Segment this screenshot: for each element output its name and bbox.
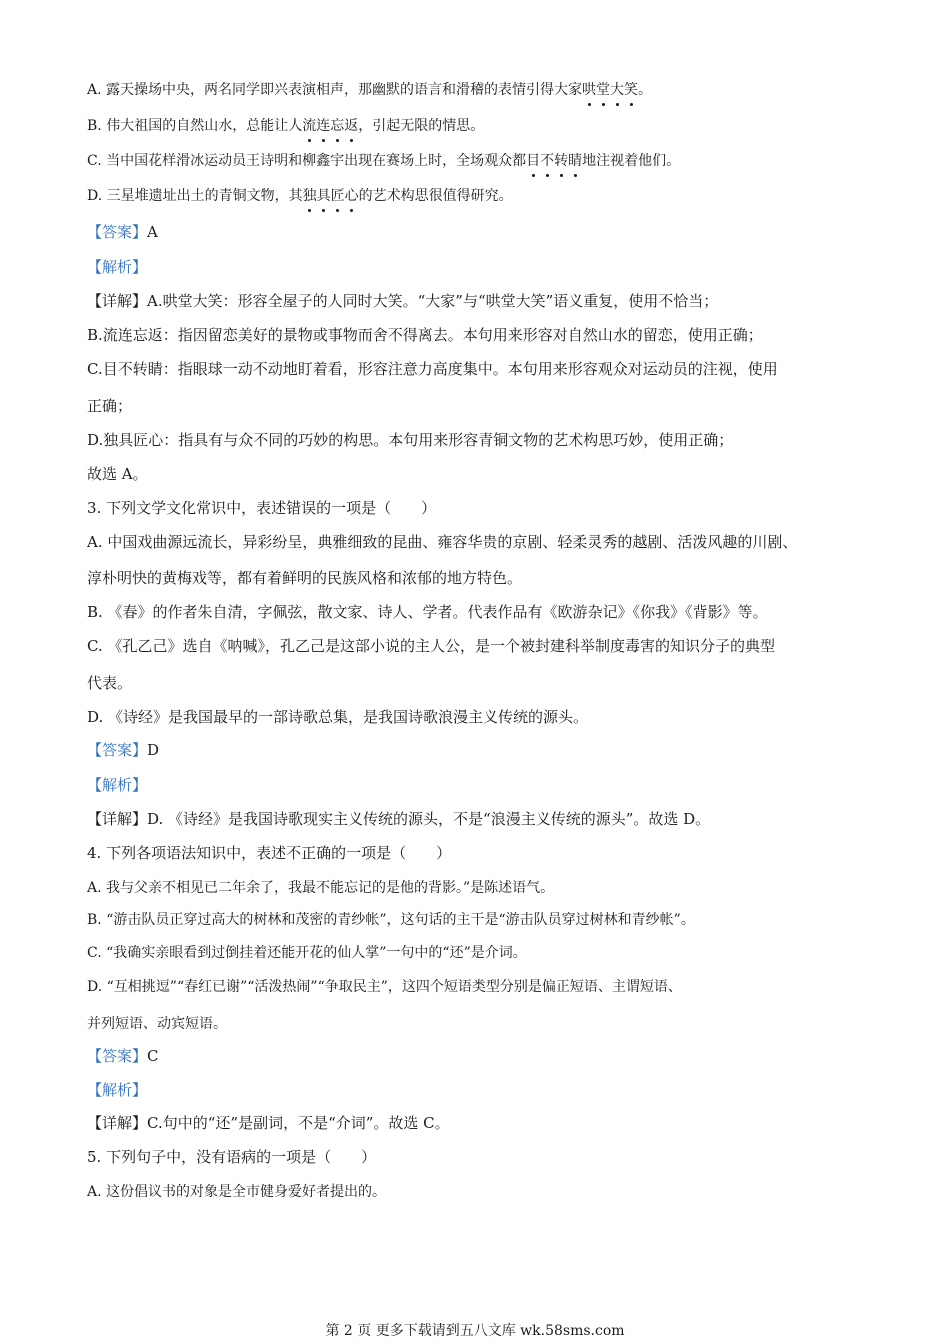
q4-stem: 4. 下列各项语法知识中，表述不正确的一项是（ ） [87, 844, 452, 862]
answer-value: D [147, 741, 160, 759]
q2-option-c [87, 151, 680, 171]
page-footer: 第 2 页 更多下载请到五八文库 wk.58sms.com [325, 1323, 625, 1339]
q2-analysis [87, 257, 147, 277]
emphasis-char: 流 [302, 118, 317, 134]
emphasis-char: 连 [316, 118, 331, 134]
answer-value: A [147, 223, 158, 241]
q4-detail [87, 1113, 450, 1133]
option-text: C. 当中国花样滑冰运动员王诗明和柳鑫宇出现在赛场上时，全场观众都 [87, 153, 527, 169]
emphasis-char: 哄 [582, 82, 597, 98]
emphasis-char: 独 [302, 188, 317, 204]
q4-option-line: D. “互相挑逗”“春红已谢”“活泼热闹”“争取民主”，这四个短语类型分别是偏正短语、主谓短语、 [87, 979, 682, 995]
detail-text: C.句中的“还”是副词，不是“介词”。故选 C。 [147, 1114, 450, 1132]
q3-analysis [87, 775, 147, 795]
q2-detail-line [87, 291, 718, 311]
q3-option-line: A. 中国戏曲源远流长，异彩纷呈，典雅细致的昆曲、雍容华贵的京剧、轻柔灵秀的越剧、活泼风趣的川剧、 [87, 533, 798, 551]
q3-option-line: C. 《孔乙己》选自《呐喊》，孔乙己是这部小说的主人公，是一个被封建科举制度毒害的知识分子的典型 [87, 637, 775, 655]
detail-tag: 【详解】 [87, 292, 148, 310]
emphasis-char: 目 [526, 153, 541, 169]
q4-answer [87, 1046, 159, 1066]
q4-option-line: 并列短语、动宾短语。 [87, 1016, 227, 1032]
option-text: 的艺术构思很值得研究。 [358, 188, 513, 204]
emphasis-idiom [302, 118, 358, 134]
q4-option-line: A. 我与父亲不相见已二年余了，我最不能忘记的是他的背影。”是陈述语气。 [87, 880, 555, 896]
detail-text: D. 《诗经》是我国诗歌现实主义传统的源头，不是“浪漫主义传统的源头”。故选 D。 [147, 810, 711, 828]
q2-detail-line: 故选 A。 [87, 465, 148, 483]
q2-detail-line: D.独具匠心：指具有与众不同的巧妙的构思。本句用来形容青铜文物的艺术构思巧妙，使用正确； [87, 431, 734, 449]
q5-option-line: A. 这份倡议书的对象是全市健身爱好者提出的。 [87, 1184, 387, 1200]
emphasis-char: 笑 [624, 82, 639, 98]
q3-option-line: B. 《春》的作者朱自清，字佩弦，散文家、诗人、学者。代表作品有《欧游杂记》《你我》《背影》等。 [87, 603, 768, 621]
emphasis-char: 心 [344, 188, 359, 204]
q4-option-line: C. “我确实亲眼看到过倒挂着还能开花的仙人掌”一句中的“还”是介词。 [87, 945, 527, 961]
detail-tag: 【详解】 [87, 1114, 148, 1132]
q3-option-line: 代表。 [87, 674, 133, 692]
detail-tag: 【详解】 [87, 810, 148, 828]
q2-detail-line: 正确； [87, 397, 133, 415]
analysis-tag: 【解析】 [87, 776, 148, 794]
q4-analysis [87, 1080, 147, 1100]
q3-option-line: D. 《诗经》是我国最早的一部诗歌总集，是我国诗歌浪漫主义传统的源头。 [87, 708, 589, 726]
emphasis-idiom [303, 188, 359, 204]
emphasis-char: 堂 [596, 82, 611, 98]
q3-option-line: 淳朴明快的黄梅戏等，都有着鲜明的民族风格和浓郁的地方特色。 [87, 569, 523, 587]
emphasis-char: 大 [610, 82, 625, 98]
emphasis-char: 匠 [330, 188, 345, 204]
q3-answer [87, 740, 159, 760]
option-text: ，引起无限的情思。 [358, 118, 485, 134]
emphasis-char: 不 [540, 153, 555, 169]
q5-stem: 5. 下列句子中，没有语病的一项是（ ） [87, 1148, 377, 1166]
q4-option-line: B. “游击队员正穿过高大的树林和茂密的青纱帐”，这句话的主干是“游击队员穿过树林和青纱帐”。 [87, 912, 695, 928]
emphasis-char: 返 [344, 118, 359, 134]
answer-tag: 【答案】 [87, 223, 148, 241]
answer-value: C [147, 1047, 159, 1065]
emphasis-idiom [526, 153, 582, 169]
detail-text: A.哄堂大笑：形容全屋子的人同时大笑。“大家”与“哄堂大笑”语义重复，使用不恰当； [147, 292, 719, 310]
emphasis-char: 转 [554, 153, 569, 169]
option-text: A. 露天操场中央，两名同学即兴表演相声，那幽默的语言和滑稽的表情引得大家 [87, 82, 583, 98]
option-text: 。 [638, 82, 653, 98]
analysis-tag: 【解析】 [87, 258, 148, 276]
analysis-tag: 【解析】 [87, 1081, 148, 1099]
q2-answer [87, 222, 158, 242]
q3-stem: 3. 下列文学文化常识中，表述错误的一项是（ ） [87, 499, 437, 517]
answer-tag: 【答案】 [87, 1047, 148, 1065]
emphasis-char: 睛 [568, 153, 583, 169]
emphasis-char: 忘 [330, 118, 345, 134]
option-text: 地注视着他们。 [582, 153, 681, 169]
q2-detail-line: B.流连忘返：指因留恋美好的景物或事物而舍不得离去。本句用来形容对自然山水的留恋，使用正确； [87, 326, 763, 344]
option-text: B. 伟大祖国的自然山水，总能让人 [87, 118, 303, 134]
emphasis-idiom [582, 82, 638, 98]
q2-option-a [87, 80, 652, 100]
q3-detail [87, 809, 710, 829]
emphasis-char: 具 [316, 188, 331, 204]
option-text: D. 三星堆遗址出土的青铜文物，其 [87, 188, 303, 204]
q2-option-b [87, 116, 484, 136]
answer-tag: 【答案】 [87, 741, 148, 759]
q2-option-d [87, 186, 513, 206]
q2-detail-line: C.目不转睛：指眼球一动不动地盯着看，形容注意力高度集中。本句用来形容观众对运动员的注视，使用 [87, 360, 778, 378]
